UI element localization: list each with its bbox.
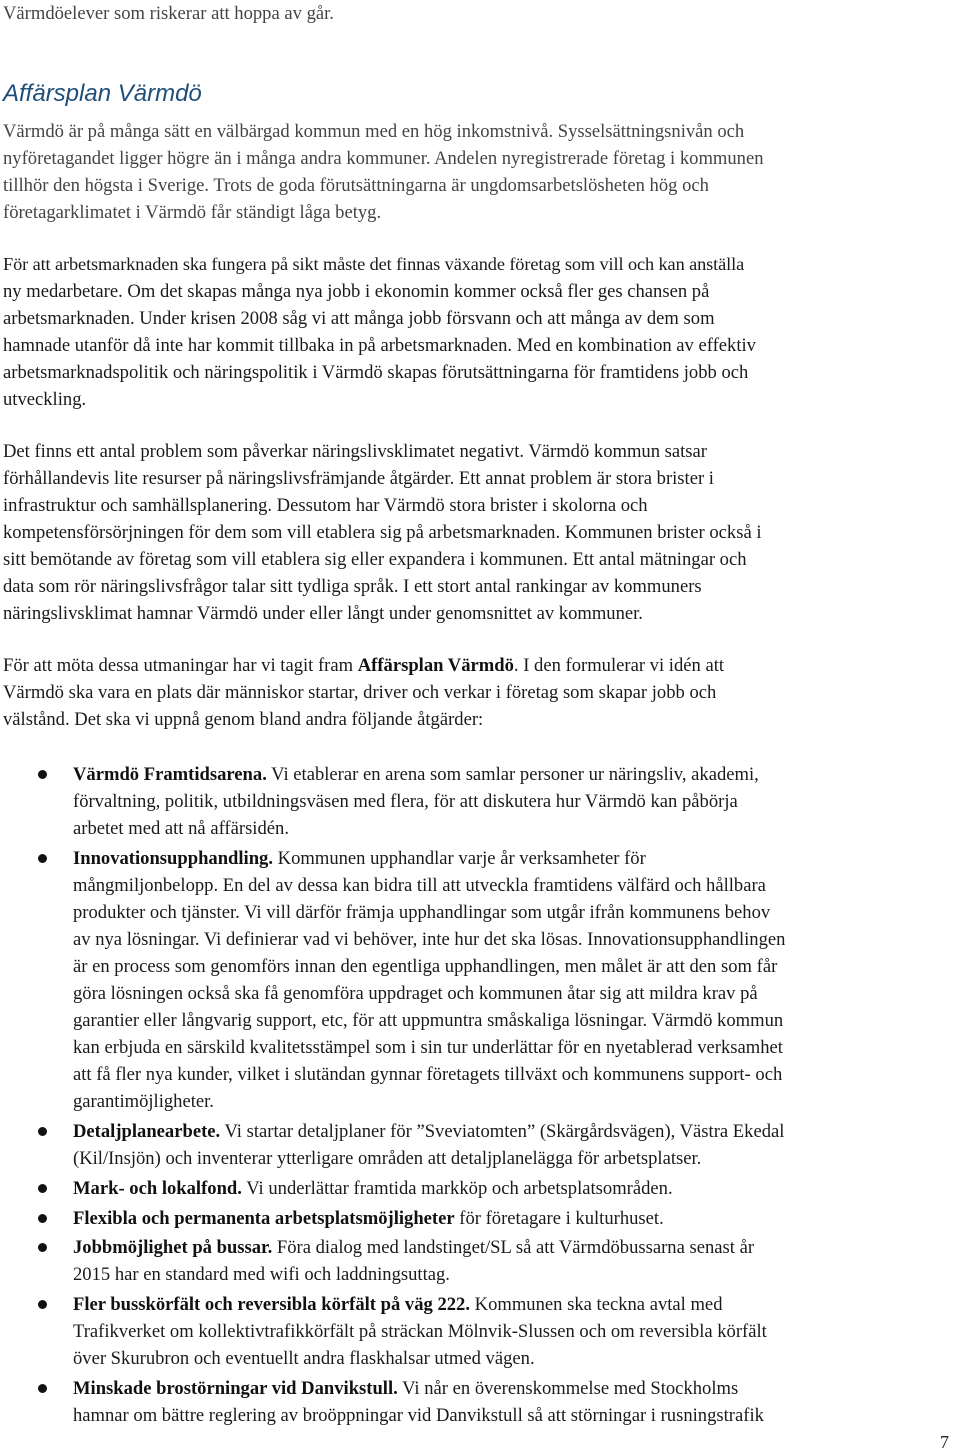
bullet-icon [38,1184,47,1193]
list-item-title: Minskade brostörningar vid Danvikstull. [73,1378,398,1399]
list-item-line: 2015 har en standard med wifi och laddningsuttag. [73,1264,450,1285]
list-item-line [73,1234,754,1261]
paragraph-line: data som rör näringslivsfrågor talar sitt tydliga språk. I ett stort antal rankingar av kommuners [3,576,702,597]
bullet-icon [38,1384,47,1393]
list-item-line: över Skurubron och eventuellt andra flaskhalsar utmed vägen. [73,1348,535,1369]
paragraph-line: tillhör den högsta i Sverige. Trots de goda förutsättningarna är ungdomsarbetslösheten hög och [3,175,709,196]
paragraph-line: ny medarbetare. Om det skapas många nya jobb i ekonomin kommer också fler ges chansen på [3,281,710,302]
list-item-line: Trafikverket om kollektivtrafikkörfält på sträckan Mölnvik-Slussen och om reversibla körfält [73,1321,767,1342]
list-item-title: Detaljplanearbete. [73,1121,221,1142]
list-item-text: Kommunen upphandlar varje år verksamheter för [273,848,646,869]
list-item-line: arbetet med att nå affärsidén. [73,818,289,839]
paragraph-line: För att arbetsmarknaden ska fungera på sikt måste det finnas växande företag som vill och kan anställa [3,254,745,274]
list-item-line: att få fler nya kunder, vilket i slutändan gynnar företagets tillväxt och kommunens support- och [73,1064,783,1085]
bullet-icon [38,1243,47,1252]
paragraph-line: Det finns ett antal problem som påverkar näringslivsklimatet negativt. Värmdö kommun satsar [3,441,707,462]
list-item-line [73,845,646,872]
list-item-line: produkter och tjänster. Vi vill därför främja upphandlingar som utgår ifrån kommunens behov [73,902,771,923]
page-number: 7 [940,1432,949,1452]
list-item-line: göra lösningen också ska få genomföra uppdraget och kommunen åtar sig att mildra krav på [73,983,758,1004]
list-item-text: Föra dialog med landstinget/SL så att Värmdöbussarna senast år [272,1237,755,1258]
list-item-title: Jobbmöjlighet på bussar. [73,1237,273,1258]
bullet-icon [38,1300,47,1309]
paragraph-text: För att möta dessa utmaningar har vi tagit fram [3,655,358,676]
paragraph-line: infrastruktur och samhällsplanering. Dessutom har Värmdö stora brister i skolorna och [3,495,648,516]
list-item-line [73,1205,664,1232]
paragraph-line: förhållandevis lite resurser på näringslivsfrämjande åtgärder. Ett annat problem är stora brister i [3,468,714,489]
paragraph-line: Värmdö ska vara en plats där människor startar, driver och verkar i företag som skapar jobb och [3,682,717,703]
list-item-line [73,1175,673,1202]
plan-name-bold: Affärsplan Värmdö [357,655,514,676]
paragraph-line: arbetsmarknaden. Under krisen 2008 såg vi att många jobb försvann och att många av dem som [3,308,715,329]
paragraph-line: hamnade utanför då inte har kommit tillbaka in på arbetsmarknaden. Med en kombination av effektiv [3,335,756,356]
paragraph-text: . I den formulerar vi idén att [513,655,725,676]
paragraph-line: sitt bemötande av företag som vill etablera sig eller expandera i kommunen. Ett antal mätningar och [3,549,747,570]
list-item-line: garantier eller långvarig support, etc, för att uppmuntra småskaliga lösningar. Värmdö kommun [73,1010,784,1031]
list-item-line: kan erbjuda en särskild kvalitetsstämpel som i sin tur underlättar för en nyetablerad verksamhet [73,1037,783,1058]
list-item-text: för företagare i kulturhuset. [454,1208,664,1229]
list-item-title: Innovationsupphandling. [73,848,274,869]
bullet-icon [38,854,47,863]
paragraph-line: näringslivsklimat hamnar Värmdö under eller långt under genomsnittet av kommuner. [3,603,643,624]
intro-line: Värmdöelever som riskerar att hoppa av går. [3,3,334,24]
section-heading: Affärsplan Värmdö [3,80,202,107]
list-item-line: av nya lösningar. Vi definierar vad vi behöver, inte hur det ska lösas. Innovationsupphandlingen [73,929,786,950]
list-item-text: Vi når en överenskommelse med Stockholms [397,1378,739,1399]
list-item-title: Värmdö Framtidsarena. [73,764,267,785]
list-item-line [73,761,759,788]
list-item-line: hamnar om bättre reglering av broöppningar vid Danvikstull så att störningar i rusningstrafik [73,1405,764,1426]
paragraph-line: nyföretagandet ligger högre än i många andra kommuner. Andelen nyregistrerade företag i kommunen [3,148,764,169]
paragraph-line: företagarklimatet i Värmdö får ständigt låga betyg. [3,202,382,223]
list-item-title: Mark- och lokalfond. [73,1178,242,1199]
list-item-title: Fler busskörfält och reversibla körfält på väg 222. [73,1294,470,1315]
list-item-line: förvaltning, politik, utbildningsväsen med flera, för att diskutera hur Värmdö kan påbörja [73,791,738,812]
paragraph-line: utveckling. [3,389,87,410]
list-item-text: Kommunen ska teckna avtal med [470,1294,723,1315]
list-item-text: Vi startar detaljplaner för ”Sveviatomten” (Skärgårdsvägen), Västra Ekedal [220,1121,785,1142]
list-item-line [73,1375,738,1402]
bullet-icon [38,1214,47,1223]
bullet-icon [38,770,47,779]
paragraph-line: välstånd. Det ska vi uppnå genom bland andra följande åtgärder: [3,709,484,730]
list-item-line: (Kil/Insjön) och inventerar ytterligare områden att detaljplanelägga för arbetsplatser. [73,1148,702,1169]
list-item-line [73,1118,784,1145]
paragraph-line: arbetsmarknadspolitik och näringspolitik i Värmdö skapas förutsättningarna för framtidens jobb och [3,362,749,383]
list-item-line: garantimöjligheter. [73,1091,214,1112]
list-item-text: Vi etablerar en arena som samlar personer ur näringsliv, akademi, [266,764,759,785]
list-item-line: är en process som genomförs innan den egentliga upphandlingen, men målet är att den som får [73,956,778,977]
paragraph-line: kompetensförsörjningen för dem som vill etablera sig på arbetsmarknaden. Kommunen brister också i [3,522,762,543]
bullet-icon [38,1127,47,1136]
list-item-title: Flexibla och permanenta arbetsplatsmöjligheter [73,1208,455,1229]
paragraph-line: Värmdö är på många sätt en välbärgad kommun med en hög inkomstnivå. Sysselsättningsnivån och [3,121,745,142]
list-item-line: mångmiljonbelopp. En del av dessa kan bidra till att utveckla framtidens välfärd och hållbara [73,875,766,896]
list-item-line [73,1291,723,1318]
paragraph-line [3,652,724,679]
list-item-text: Vi underlättar framtida markköp och arbetsplatsområden. [241,1178,673,1199]
